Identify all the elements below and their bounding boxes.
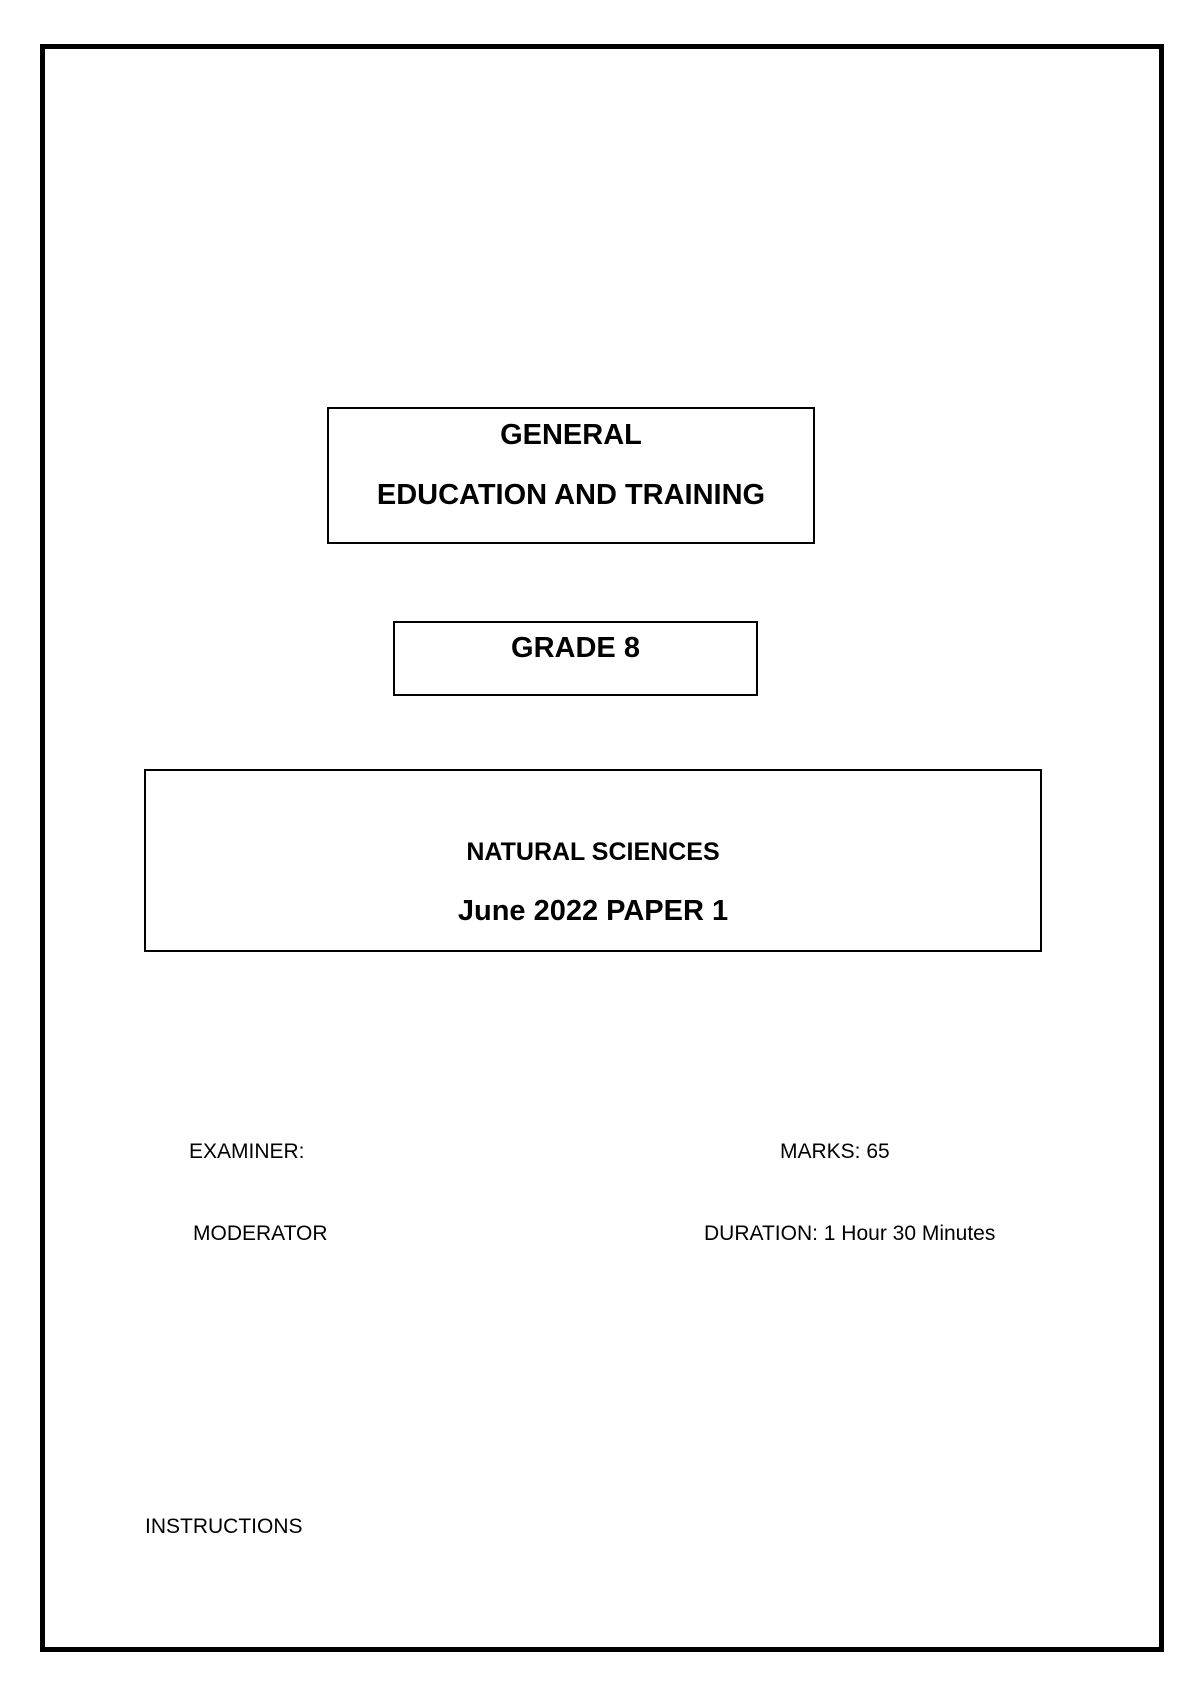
- duration-label: DURATION: 1 Hour 30 Minutes: [704, 1222, 996, 1245]
- instructions-heading: INSTRUCTIONS: [145, 1515, 303, 1538]
- institution-line-1: GENERAL: [500, 419, 642, 451]
- grade-box: [393, 621, 758, 696]
- moderator-label: MODERATOR: [193, 1222, 328, 1245]
- institution-line-2: EDUCATION AND TRAINING: [376, 479, 766, 511]
- marks-label: MARKS: 65: [780, 1140, 890, 1163]
- institution-box: [327, 407, 815, 544]
- grade-label: GRADE 8: [511, 632, 640, 664]
- subject-title: NATURAL SCIENCES: [466, 838, 720, 866]
- subject-box: [144, 769, 1042, 952]
- examiner-label: EXAMINER:: [189, 1140, 305, 1163]
- paper-title: June 2022 PAPER 1: [457, 895, 729, 927]
